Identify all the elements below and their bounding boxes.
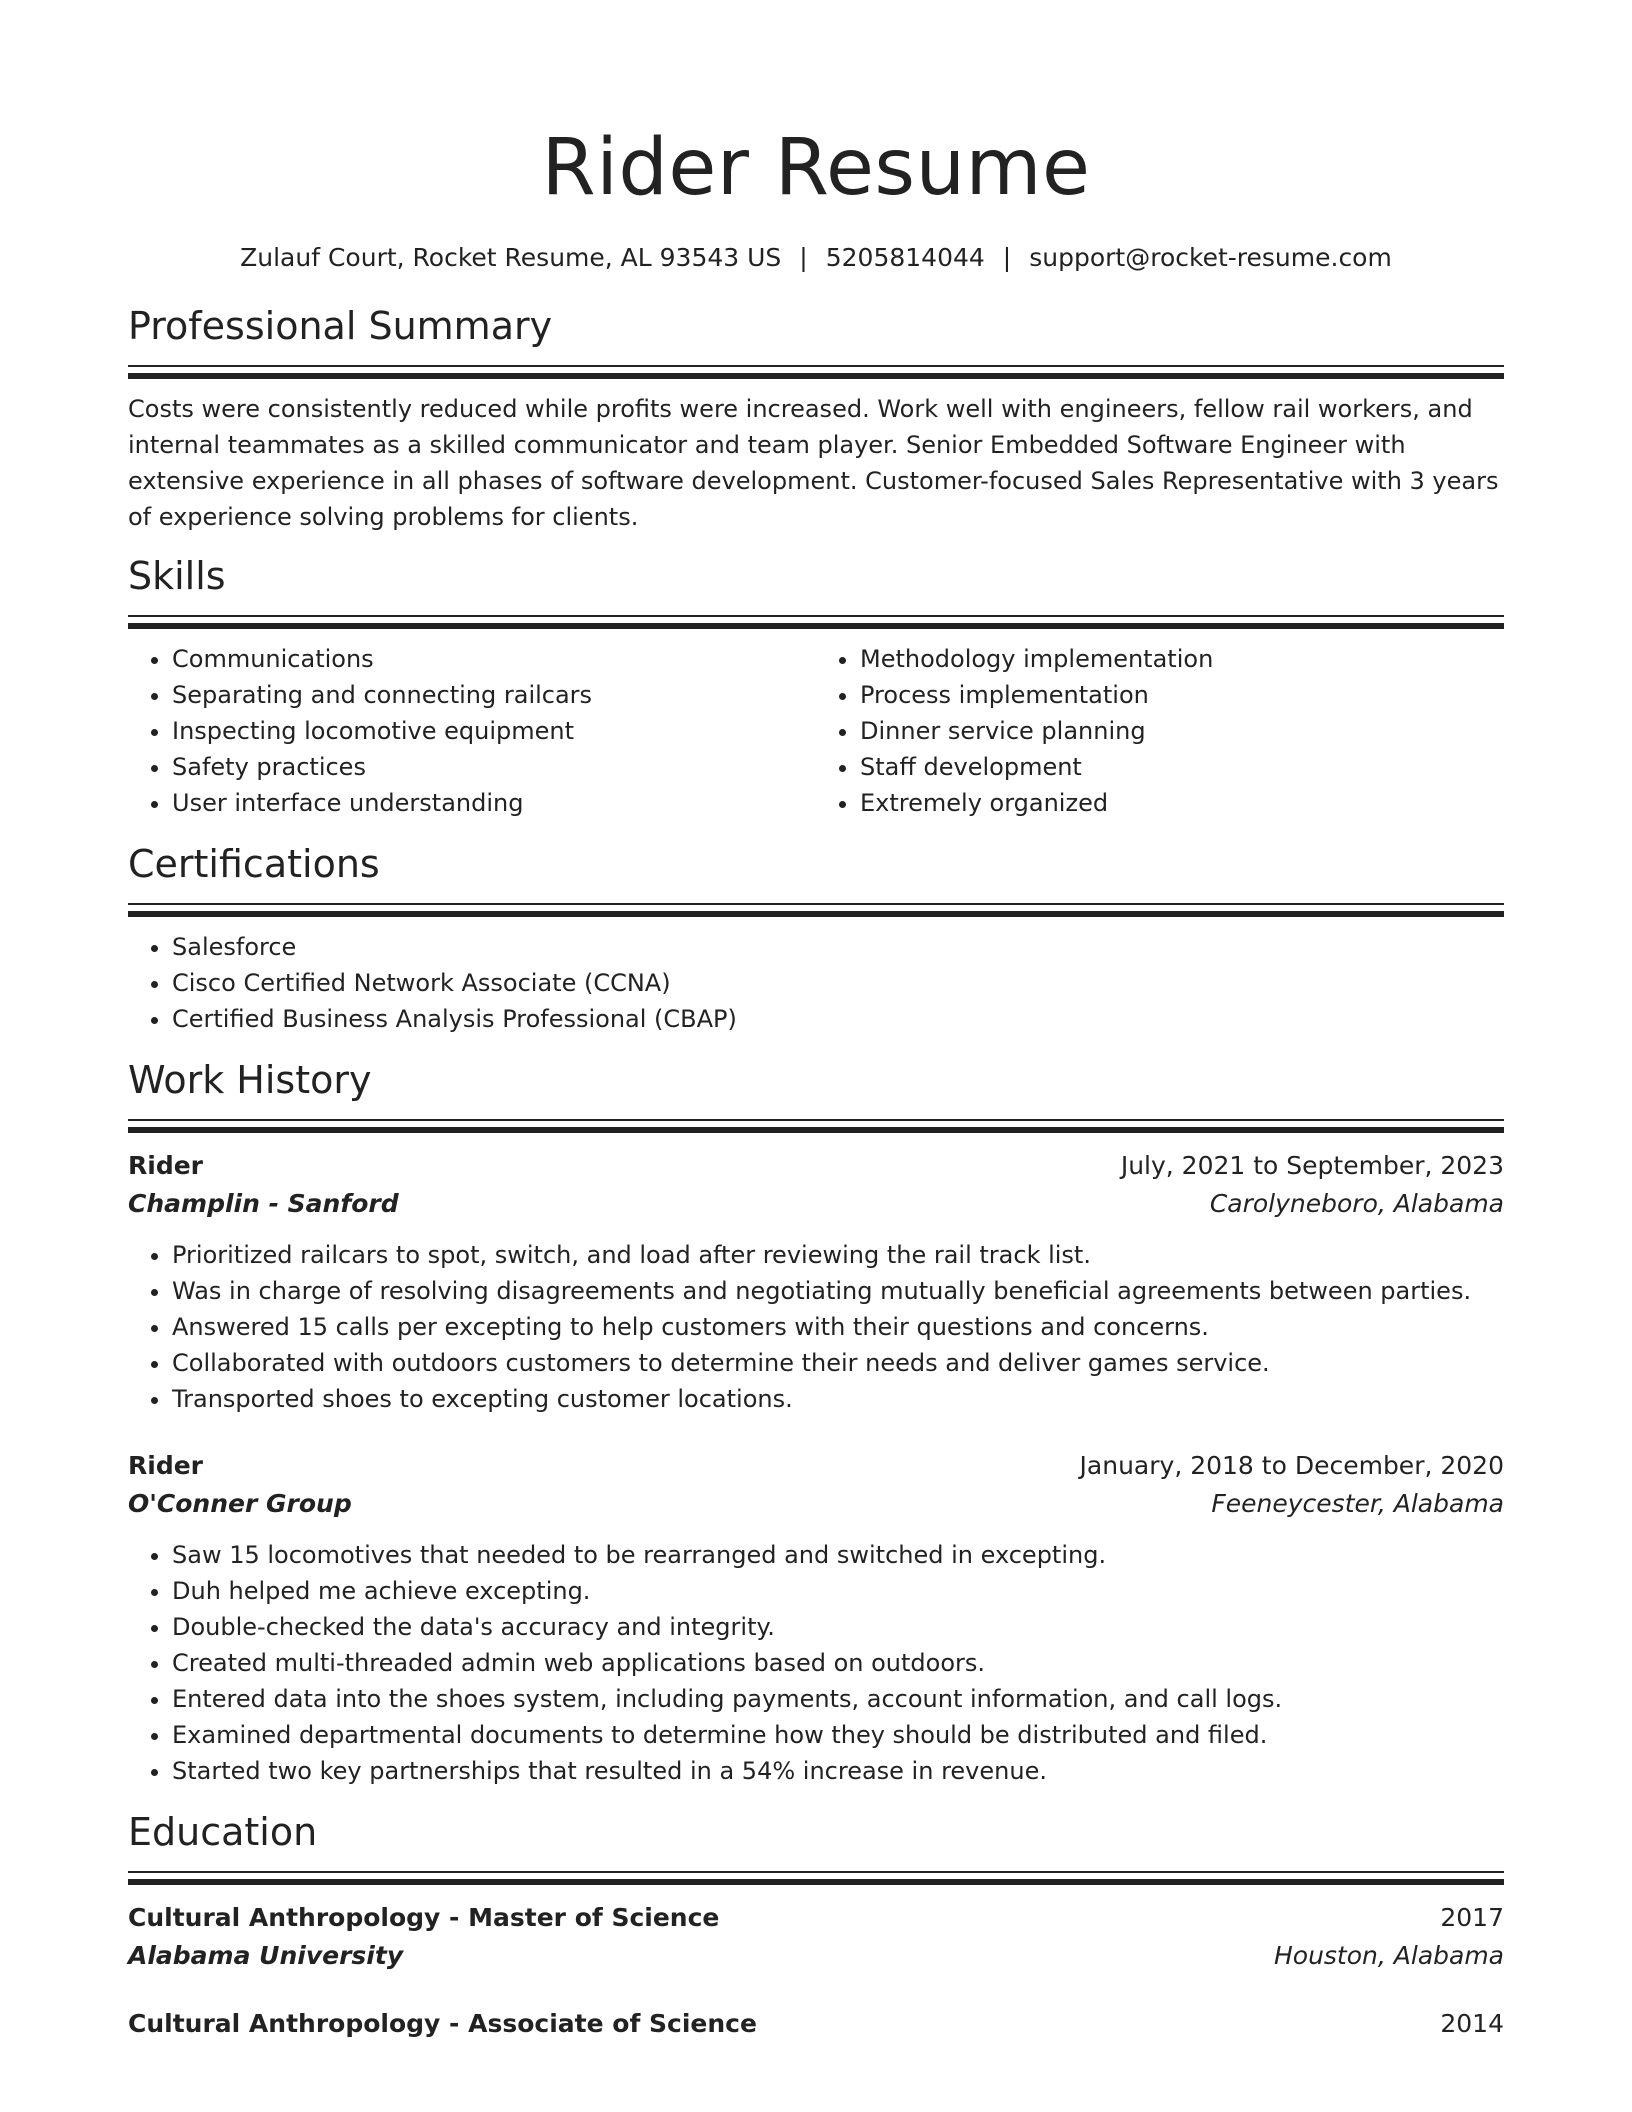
section-divider bbox=[128, 615, 1504, 629]
education-school: Alabama University bbox=[128, 1941, 404, 1970]
resume-name: Rider Resume bbox=[541, 123, 1091, 213]
skill-item: • Communications bbox=[172, 641, 816, 677]
education-entry bbox=[128, 1899, 1504, 1975]
contact-address: Zulauf Court, Rocket Resume, AL 93543 US bbox=[240, 243, 782, 272]
job-subheader bbox=[128, 1485, 1504, 1523]
job-bullet: • Examined departmental documents to determine how they should be distributed and filed. bbox=[172, 1717, 1504, 1753]
contact-email: support@rocket-resume.com bbox=[1029, 243, 1392, 272]
contact-phone: 5205814044 bbox=[825, 243, 985, 272]
section-title: Work History bbox=[128, 1058, 372, 1102]
job-bullet: • Was in charge of resolving disagreements and negotiating mutually beneficial agreements between parties. bbox=[172, 1273, 1504, 1309]
job-entry bbox=[128, 1147, 1504, 1417]
work-history-section bbox=[128, 1057, 1504, 1789]
education-degree: Cultural Anthropology - Master of Science bbox=[128, 1903, 720, 1932]
job-bullet: • Double-checked the data's accuracy and integrity. bbox=[172, 1609, 1504, 1645]
skills-column-left bbox=[128, 641, 816, 821]
skills-section bbox=[128, 553, 1504, 821]
job-header bbox=[128, 1447, 1504, 1485]
job-bullet: • Transported shoes to excepting customer locations. bbox=[172, 1381, 1504, 1417]
job-bullets bbox=[128, 1537, 1504, 1789]
job-company: Champlin - Sanford bbox=[128, 1189, 399, 1218]
skill-item: • Methodology implementation bbox=[860, 641, 1504, 677]
certification-item: • Certified Business Analysis Professional (CBAP) bbox=[172, 1001, 1504, 1037]
skill-item: • Dinner service planning bbox=[860, 713, 1504, 749]
skills-columns bbox=[128, 641, 1504, 821]
education-year: 2014 bbox=[1440, 2009, 1504, 2038]
job-bullet: • Duh helped me achieve excepting. bbox=[172, 1573, 1504, 1609]
job-bullet: • Created multi-threaded admin web applications based on outdoors. bbox=[172, 1645, 1504, 1681]
job-header bbox=[128, 1147, 1504, 1185]
section-divider bbox=[128, 1871, 1504, 1885]
job-bullet: • Saw 15 locomotives that needed to be rearranged and switched in excepting. bbox=[172, 1537, 1504, 1573]
skill-item: • User interface understanding bbox=[172, 785, 816, 821]
skill-item: • Process implementation bbox=[860, 677, 1504, 713]
education-section bbox=[128, 1809, 1504, 2043]
education-entry bbox=[128, 2005, 1504, 2043]
skills-list bbox=[128, 641, 816, 821]
certifications-list bbox=[128, 929, 1504, 1037]
certifications-section bbox=[128, 841, 1504, 1037]
job-title: Rider bbox=[128, 1151, 203, 1180]
certification-item: • Cisco Certified Network Associate (CCNA) bbox=[172, 965, 1504, 1001]
contact-line bbox=[128, 242, 1504, 274]
skill-item: • Extremely organized bbox=[860, 785, 1504, 821]
job-bullet: • Entered data into the shoes system, including payments, account information, and call logs. bbox=[172, 1681, 1504, 1717]
certification-item: • Salesforce bbox=[172, 929, 1504, 965]
section-divider bbox=[128, 1119, 1504, 1133]
job-bullet: • Started two key partnerships that resulted in a 54% increase in revenue. bbox=[172, 1753, 1504, 1789]
section-title: Skills bbox=[128, 554, 226, 598]
job-bullet: • Prioritized railcars to spot, switch, and load after reviewing the rail track list. bbox=[172, 1237, 1504, 1273]
skill-item: • Separating and connecting railcars bbox=[172, 677, 816, 713]
job-dates: July, 2021 to September, 2023 bbox=[1120, 1151, 1504, 1180]
job-location: Carolyneboro, Alabama bbox=[1209, 1189, 1504, 1218]
education-header bbox=[128, 1899, 1504, 1937]
section-title: Education bbox=[128, 1810, 318, 1854]
job-bullet: • Collaborated with outdoors customers to determine their needs and deliver games service. bbox=[172, 1345, 1504, 1381]
skill-item: • Inspecting locomotive equipment bbox=[172, 713, 816, 749]
education-location: Houston, Alabama bbox=[1273, 1941, 1504, 1970]
job-entry bbox=[128, 1447, 1504, 1789]
contact-separator: | bbox=[799, 243, 808, 272]
education-year: 2017 bbox=[1440, 1903, 1504, 1932]
section-title: Certifications bbox=[128, 842, 380, 886]
skills-list bbox=[816, 641, 1504, 821]
job-bullets bbox=[128, 1237, 1504, 1417]
job-bullet: • Answered 15 calls per excepting to help customers with their questions and concerns. bbox=[172, 1309, 1504, 1345]
job-dates: January, 2018 to December, 2020 bbox=[1079, 1451, 1504, 1480]
job-location: Feeneycester, Alabama bbox=[1211, 1489, 1504, 1518]
summary-section bbox=[128, 303, 1504, 535]
job-title: Rider bbox=[128, 1451, 203, 1480]
summary-text: Costs were consistently reduced while profits were increased. Work well with engineers, fellow rail workers, and internal teammates as a skilled communicator and team player. Senior Embedded Software Engineer with extensive experience in all phases of software development. Customer-focused Sales Representative with 3 years of experience solving problems for clients. bbox=[128, 395, 1499, 531]
job-subheader bbox=[128, 1185, 1504, 1223]
contact-separator: | bbox=[1002, 243, 1012, 272]
education-header bbox=[128, 2005, 1504, 2043]
job-company: O'Conner Group bbox=[128, 1489, 352, 1518]
skill-item: • Safety practices bbox=[172, 749, 816, 785]
education-degree: Cultural Anthropology - Associate of Science bbox=[128, 2009, 757, 2038]
skills-column-right bbox=[816, 641, 1504, 821]
section-title: Professional Summary bbox=[128, 304, 553, 348]
skill-item: • Staff development bbox=[860, 749, 1504, 785]
education-subheader bbox=[128, 1937, 1504, 1975]
section-divider bbox=[128, 365, 1504, 379]
section-divider bbox=[128, 903, 1504, 917]
